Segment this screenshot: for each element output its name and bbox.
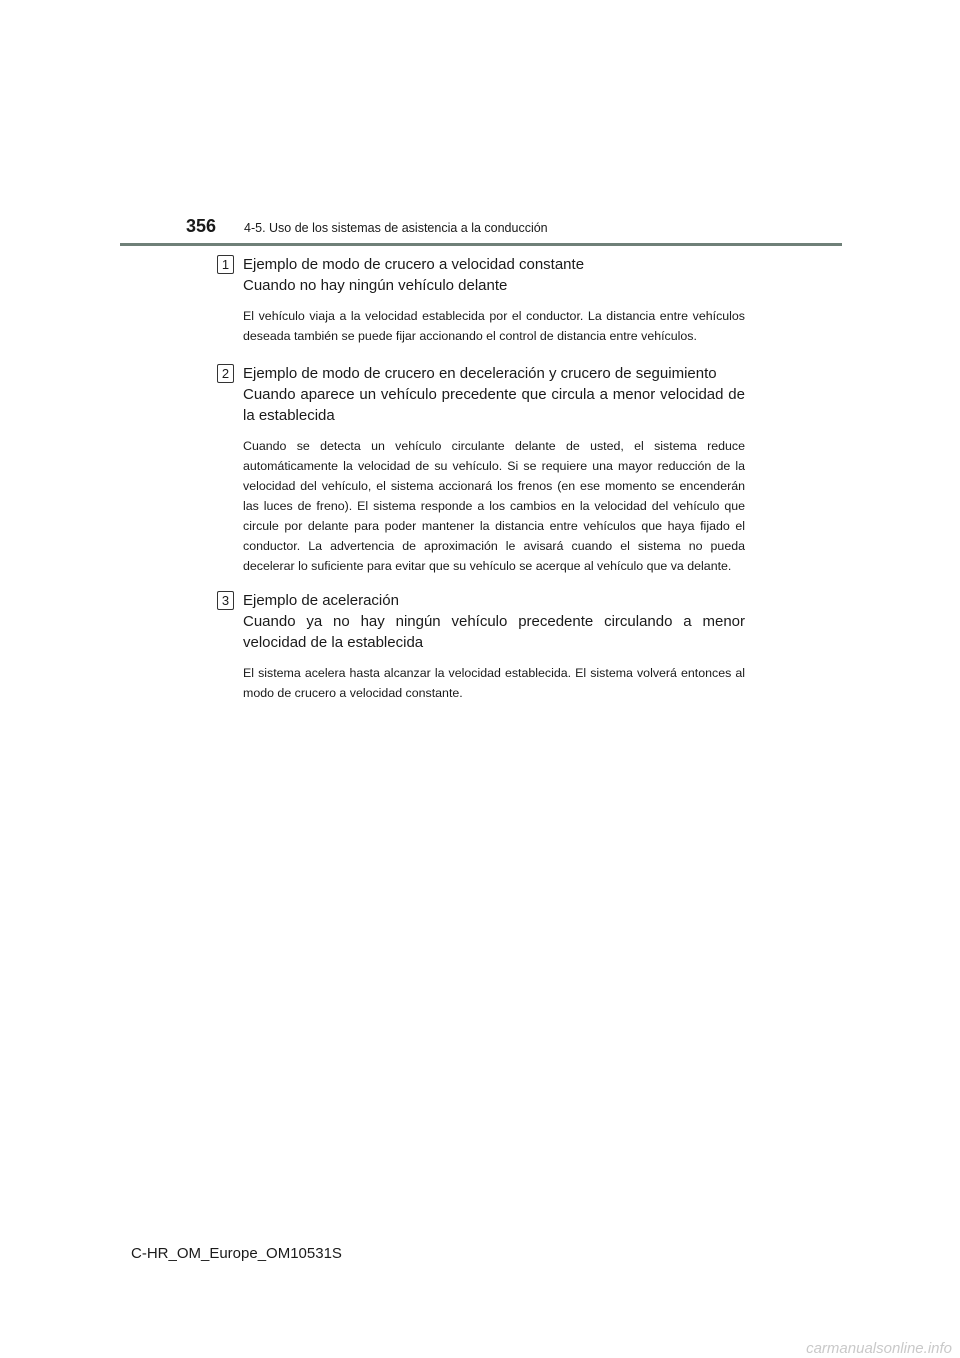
item-3-title	[243, 590, 745, 653]
item-2-title-line1: Ejemplo de modo de crucero en deceleración y crucero de seguimiento	[243, 365, 717, 382]
item-2-title	[243, 363, 745, 426]
document-code: C-HR_OM_Europe_OM10531S	[131, 1245, 342, 1262]
list-item-2	[221, 363, 745, 576]
item-3-title-line2: Cuando ya no hay ningún vehículo precedente circulando a menor velocidad de la establecida	[243, 613, 745, 651]
item-1-body: El vehículo viaja a la velocidad establecida por el conductor. La distancia entre vehículos deseada también se puede fijar accionando el control de distancia entre vehículos.	[243, 309, 745, 343]
item-1-title-line2: Cuando no hay ningún vehículo delante	[243, 277, 508, 294]
list-item-1	[221, 254, 745, 346]
item-2-title-line2: Cuando aparece un vehículo precedente que circula a menor velocidad de la establecida	[243, 386, 745, 424]
number-2-icon: 2	[217, 364, 234, 383]
number-1-icon: 1	[217, 255, 234, 274]
number-3-icon: 3	[217, 591, 234, 610]
list-item-3	[221, 590, 745, 703]
item-1-title-line1: Ejemplo de modo de crucero a velocidad constante	[243, 256, 585, 273]
item-1-title	[243, 254, 745, 296]
watermark: carmanualsonline.info	[806, 1340, 952, 1357]
item-3-body: El sistema acelera hasta alcanzar la velocidad establecida. El sistema volverá entonces al modo de crucero a velocidad constante.	[243, 666, 745, 700]
section-title: 4-5. Uso de los sistemas de asistencia a la conducción	[244, 221, 548, 235]
item-3-title-line1: Ejemplo de aceleración	[243, 592, 399, 609]
header-divider	[120, 243, 842, 246]
item-2-body: Cuando se detecta un vehículo circulante delante de usted, el sistema reduce automáticamente la velocidad de su vehículo. Si se requiere una mayor reducción de la velocidad del vehículo, el sistema accionará los frenos (en ese momento se encenderán las luces de freno). El sistema responde a los cambios en la velocidad del vehículo que circule por delante para poder mantener la distancia entre vehículos que haya fijado el conductor. La advertencia de aproximación le avisará cuando el sistema no pueda decelerar lo suficiente para evitar que su vehículo se acerque al vehículo que va delante.	[243, 439, 745, 573]
page-number: 356	[186, 216, 217, 236]
